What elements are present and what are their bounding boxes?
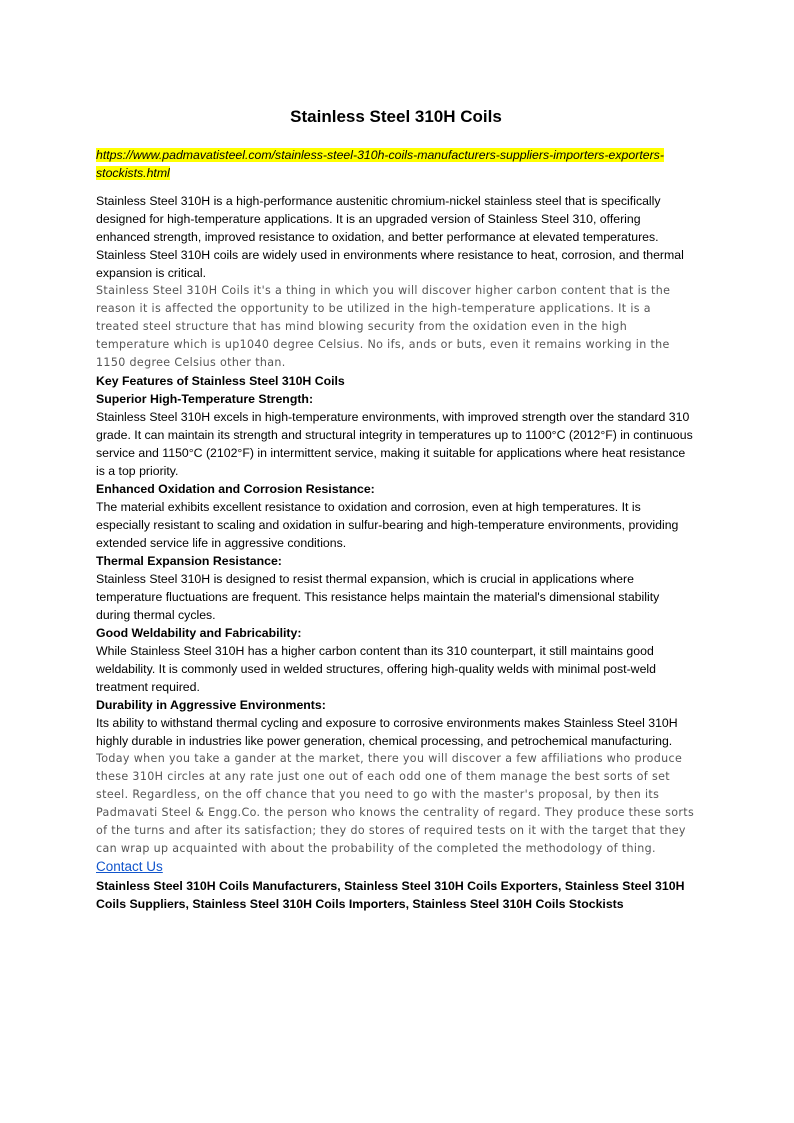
feature-text-strength: Stainless Steel 310H excels in high-temperature environments, with improved strength over the standard 310 grade. It can maintain its strength and structural integrity in temperatures up to 1100°C (2012°F) in continuous service and 1150°C (2102°F) in intermittent service, making it suitable for applications where heat resistance is a top priority. [96,410,693,478]
page-title: Stainless Steel 310H Coils [290,107,502,126]
feature-heading-oxidation: Enhanced Oxidation and Corrosion Resistance: [96,482,375,496]
contact-us-link[interactable]: Contact Us [96,859,163,874]
description-paragraph-2-text: Today when you take a gander at the market, there you will discover a few affiliations who produce these 310H circles at any rate just one out of each odd one of them manage the best sorts of set steel. Regardless, on the off chance that you need to go with the master's proposal, by then its Padmavati Steel & Engg.Co. the person who knows the centrality of regard. They produce these sorts of the turns and after its satisfaction; they do stores of required tests on it with the target that they can wrap up acquainted with about the probability of the completed the methodology of thing. [96,752,695,855]
product-url[interactable] [96,146,696,182]
keywords-paragraph: Stainless Steel 310H Coils Manufacturers, Stainless Steel 310H Coils Exporters, Stainless Steel 310H Coils Suppliers, Stainless Steel 310H Coils Importers, Stainless Steel 310H Coils Stockists [96,879,685,911]
feature-text-oxidation: The material exhibits excellent resistance to oxidation and corrosion, even at high temperatures. It is especially resistant to scaling and oxidation in sulfur-bearing and high-temperature environments, providing extended service life in aggressive conditions. [96,500,679,550]
feature-heading-weldability: Good Weldability and Fabricability: [96,626,302,640]
features-heading: Key Features of Stainless Steel 310H Coils [96,374,345,388]
intro-paragraph: Stainless Steel 310H is a high-performance austenitic chromium-nickel stainless steel that is specifically designed for high-temperature applications. It is an upgraded version of Stainless Steel 310, offering enhanced strength, improved resistance to oxidation, and better performance at elevated temperatures. Stainless Steel 310H coils are widely used in environments where resistance to heat, corrosion, and thermal expansion is critical. [96,194,684,280]
description-paragraph-1: Stainless Steel 310H Coils it's a thing in which you will discover higher carbon content that is the reason it is affected the opportunity to be utilized in the high-temperature applications. It is a treated steel structure that has mind blowing security from the oxidation even in the high temperature which is up1040 degree Celsius. No ifs, ands or buts, even it remains working in the 1150 degree Celsius other than. [96,284,671,369]
document-body [96,106,696,913]
feature-heading-durability: Durability in Aggressive Environments: [96,698,326,712]
feature-heading-strength: Superior High-Temperature Strength: [96,392,314,406]
product-url-text[interactable]: https://www.padmavatisteel.com/stainless-steel-310h-coils-manufacturers-suppliers-importers-exporters-stockists.html [96,148,664,180]
feature-text-durability: Its ability to withstand thermal cycling and exposure to corrosive environments makes Stainless Steel 310H highly durable in industries like power generation, chemical processing, and petrochemical manufacturing. [96,716,678,748]
feature-text-thermal: Stainless Steel 310H is designed to resist thermal expansion, which is crucial in applications where temperature fluctuations are frequent. This resistance helps maintain the material's dimensional stability during thermal cycles. [96,572,660,622]
description-paragraph-2 [96,750,696,877]
feature-heading-thermal: Thermal Expansion Resistance: [96,554,282,568]
feature-text-weldability: While Stainless Steel 310H has a higher carbon content than its 310 counterpart, it still maintains good weldability. It is commonly used in welded structures, offering high-quality welds with minimal post-weld treatment required. [96,644,656,694]
